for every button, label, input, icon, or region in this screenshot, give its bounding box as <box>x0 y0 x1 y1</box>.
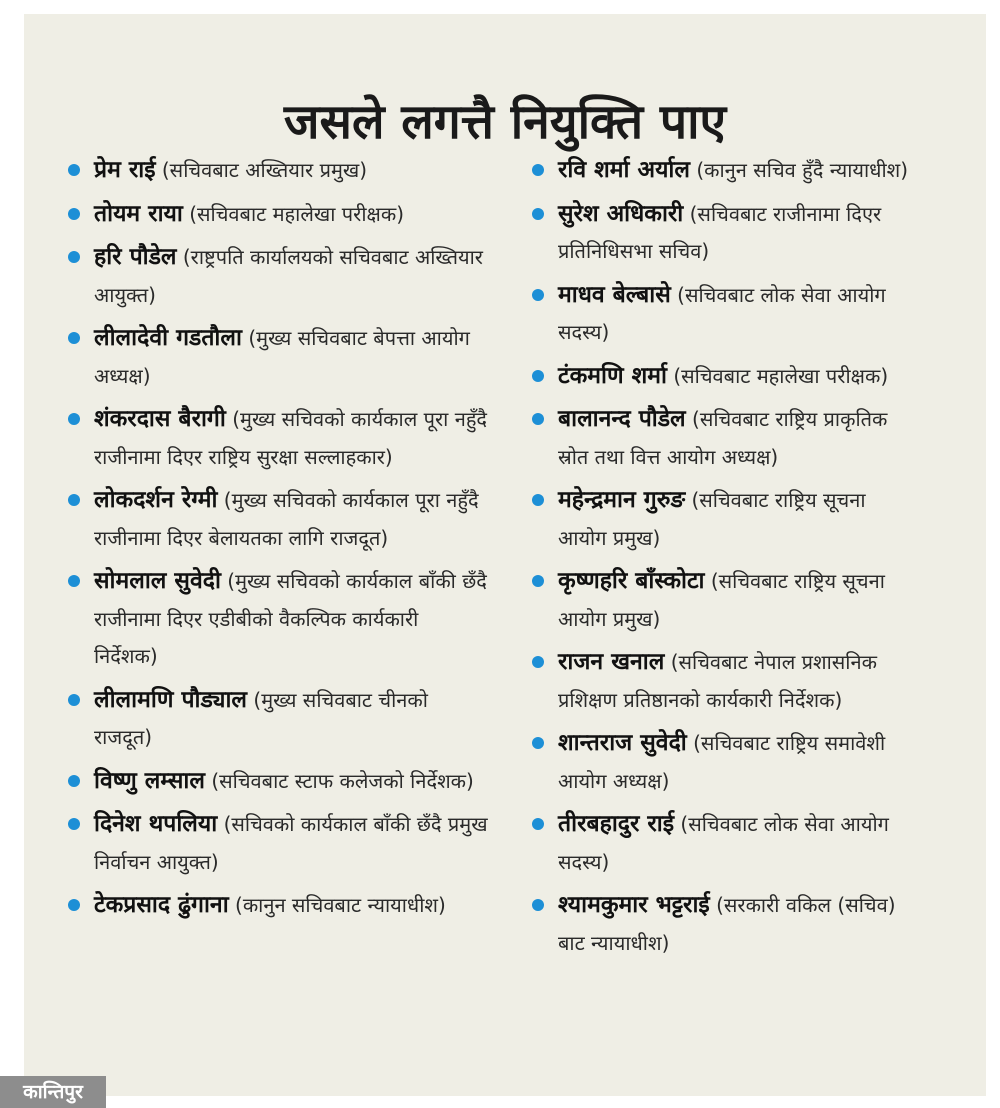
official-name: तीरबहादुर राई <box>558 811 675 837</box>
official-name: तोयम राया <box>94 200 183 227</box>
appointment-description: (सचिवबाट स्टाफ कलेजको निर्देशक) <box>211 768 474 793</box>
bullet-dot-icon <box>68 775 80 787</box>
official-name: कृष्णहरि बाँस्कोटा <box>558 568 705 594</box>
bullet-dot-icon <box>68 494 80 506</box>
appointment-description: (सचिवबाट राष्ट्रिय प्राकृतिक स्रोत तथा वित्त आयोग अध्यक्ष) <box>558 407 888 469</box>
official-name: राजन खनाल <box>558 649 665 675</box>
official-name: महेन्द्रमान गुरुङ <box>558 487 686 513</box>
bullet-dot-icon <box>68 164 80 176</box>
list-item <box>532 644 912 719</box>
appointment-description: (कानुन सचिव हुँदै न्यायाधीश) <box>696 158 909 182</box>
list-item <box>532 401 912 476</box>
appointment-description: (सरकारी वकिल (सचिव) बाट न्यायाधीश) <box>558 893 896 955</box>
appointment-description: (मुख्य सचिवको कार्यकाल बाँकी छँदै राजीनामा दिएर एडीबीको वैकल्पिक कार्यकारी निर्देशक) <box>94 569 487 668</box>
official-name: टेकप्रसाद ढुंगाना <box>94 892 229 918</box>
list-item <box>532 358 912 396</box>
bullet-dot-icon <box>532 818 544 830</box>
appointment-description: (सचिवबाट अख्तियार प्रमुख) <box>161 158 368 182</box>
official-name: प्रेम राई <box>94 157 156 183</box>
left-column-list <box>68 152 488 931</box>
list-item <box>68 806 488 881</box>
bullet-dot-icon <box>68 208 80 220</box>
official-name: माधव बेल्बासे <box>558 281 671 308</box>
list-item <box>68 239 488 314</box>
appointment-description: (राष्ट्रपति कार्यालयको सचिवबाट अख्तियार आयुक्त) <box>94 245 483 307</box>
list-item <box>532 887 912 962</box>
appointment-description: (सचिवबाट राष्ट्रिय सूचना आयोग प्रमुख) <box>558 569 885 631</box>
bullet-dot-icon <box>68 694 80 706</box>
list-item <box>532 482 912 557</box>
bullet-dot-icon <box>532 656 544 668</box>
official-name: सोमलाल सुवेदी <box>94 568 221 594</box>
official-name: लीलादेवी गडतौला <box>94 325 242 351</box>
list-item <box>532 277 912 352</box>
list-item <box>532 563 912 638</box>
list-item <box>68 482 488 557</box>
list-item <box>68 887 488 925</box>
appointment-description: (सचिवबाट नेपाल प्रशासनिक प्रशिक्षण प्रतिष्ठानको कार्यकारी निर्देशक) <box>558 650 877 712</box>
bullet-dot-icon <box>532 737 544 749</box>
bullet-dot-icon <box>532 413 544 425</box>
kantipur-logo: कान्तिपुर <box>0 1076 106 1108</box>
list-item <box>532 806 912 881</box>
list-item <box>68 682 488 757</box>
bullet-dot-icon <box>68 575 80 587</box>
appointment-description: (मुख्य सचिवको कार्यकाल पूरा नहुँदै राजीनामा दिएर बेलायतका लागि राजदूत) <box>94 488 479 550</box>
list-item <box>68 152 488 190</box>
list-item <box>532 725 912 800</box>
appointment-description: (सचिवको कार्यकाल बाँकी छँदै प्रमुख निर्वाचन आयुक्त) <box>94 812 488 874</box>
bullet-dot-icon <box>68 899 80 911</box>
official-name: शान्तराज सुवेदी <box>558 730 687 756</box>
appointment-description: (सचिवबाट लोक सेवा आयोग सदस्य) <box>558 812 889 874</box>
official-name: विष्णु लम्साल <box>94 767 205 794</box>
bullet-dot-icon <box>532 289 544 301</box>
infographic-panel <box>24 14 986 1096</box>
bullet-dot-icon <box>532 208 544 220</box>
list-item <box>68 320 488 395</box>
bullet-dot-icon <box>532 575 544 587</box>
list-item <box>68 196 488 234</box>
appointment-description: (मुख्य सचिवको कार्यकाल पूरा नहुँदै राजीनामा दिएर राष्ट्रिय सुरक्षा सल्लाहकार) <box>94 407 488 469</box>
appointment-description: (कानुन सचिवबाट न्यायाधीश) <box>235 893 446 917</box>
official-name: लोकदर्शन रेग्मी <box>94 487 218 513</box>
appointment-description: (सचिवबाट राष्ट्रिय सूचना आयोग प्रमुख) <box>558 488 866 550</box>
list-item <box>532 152 912 190</box>
bullet-dot-icon <box>532 494 544 506</box>
list-item <box>68 763 488 801</box>
official-name: टंकमणि शर्मा <box>558 362 667 389</box>
appointment-description: (मुख्य सचिवबाट चीनको राजदूत) <box>94 687 428 749</box>
official-name: बालानन्द पौडेल <box>558 406 686 432</box>
official-name: श्यामकुमार भट्टराई <box>558 892 710 918</box>
list-item <box>68 401 488 476</box>
bullet-dot-icon <box>532 899 544 911</box>
bullet-dot-icon <box>68 413 80 425</box>
official-name: हरि पौडेल <box>94 244 177 270</box>
page-title: जसले लगत्तै नियुक्ति पाए <box>283 94 727 151</box>
appointment-description: (सचिवबाट लोक सेवा आयोग सदस्य) <box>558 282 886 344</box>
official-name: लीलामणि पौड्याल <box>94 686 248 713</box>
appointment-description: (सचिवबाट महालेखा परीक्षक) <box>673 363 889 388</box>
official-name: रवि शर्मा अर्याल <box>558 157 690 183</box>
right-column-list <box>532 152 912 968</box>
bullet-dot-icon <box>68 818 80 830</box>
official-name: शंकरदास बैरागी <box>94 406 226 432</box>
official-name: दिनेश थपलिया <box>94 811 218 837</box>
list-item <box>532 196 912 271</box>
appointment-description: (सचिवबाट राष्ट्रिय समावेशी आयोग अध्यक्ष) <box>558 731 886 793</box>
bullet-dot-icon <box>68 332 80 344</box>
official-name: सुरेश अधिकारी <box>558 200 684 227</box>
appointment-description: (मुख्य सचिवबाट बेपत्ता आयोग अध्यक्ष) <box>94 326 470 388</box>
appointment-description: (सचिवबाट महालेखा परीक्षक) <box>189 201 405 226</box>
bullet-dot-icon <box>532 164 544 176</box>
bullet-dot-icon <box>532 370 544 382</box>
bullet-dot-icon <box>68 251 80 263</box>
list-item <box>68 563 488 676</box>
appointment-description: (सचिवबाट राजीनामा दिएर प्रतिनिधिसभा सचिव) <box>558 201 882 263</box>
